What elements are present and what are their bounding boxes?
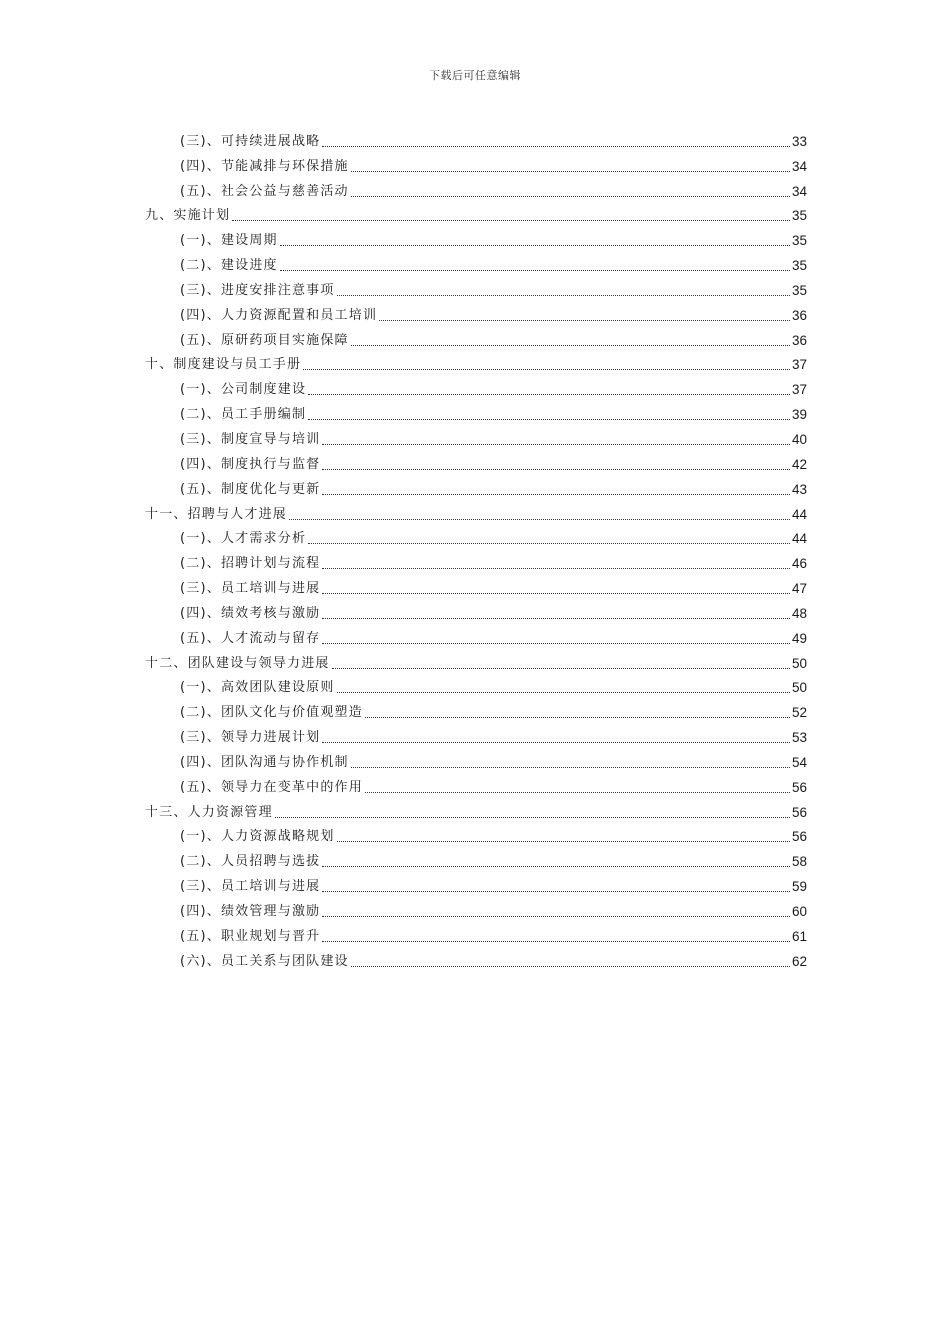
toc-entry-page-number: 35: [791, 208, 807, 224]
toc-entry[interactable]: [145, 722, 807, 747]
toc-entry-page-number: 52: [791, 705, 807, 721]
toc-entry[interactable]: [145, 921, 807, 946]
toc-entry-title: (一)、人才需求分析: [180, 531, 307, 547]
toc-dot-leader: [232, 220, 790, 221]
toc-dot-leader: [337, 692, 790, 693]
toc-dot-leader: [322, 146, 790, 147]
toc-dot-leader: [308, 543, 790, 544]
toc-entry-page-number: 40: [791, 431, 807, 447]
toc-entry-title: 十二、团队建设与领导力进展: [145, 655, 330, 671]
toc-entry-title: (三)、员工培训与进展: [180, 879, 321, 895]
toc-entry-title: (二)、招聘计划与流程: [180, 556, 321, 572]
toc-entry-title: 十三、人力资源管理: [145, 804, 273, 820]
toc-entry[interactable]: [145, 399, 807, 424]
toc-entry[interactable]: [145, 424, 807, 449]
toc-dot-leader: [322, 444, 790, 445]
toc-entry[interactable]: [145, 126, 807, 151]
toc-entry-title: (三)、制度宣导与培训: [180, 431, 321, 447]
toc-entry-title: 十、制度建设与员工手册: [145, 357, 302, 373]
toc-entry-page-number: 36: [791, 332, 807, 348]
toc-dot-leader: [379, 320, 790, 321]
toc-dot-leader: [351, 345, 790, 346]
table-of-contents: [145, 126, 807, 971]
toc-entry-page-number: 61: [791, 928, 807, 944]
toc-entry-page-number: 49: [791, 630, 807, 646]
toc-entry[interactable]: [145, 697, 807, 722]
toc-entry-page-number: 35: [791, 233, 807, 249]
toc-entry-title: (五)、原研药项目实施保障: [180, 332, 349, 348]
toc-entry-title: (一)、公司制度建设: [180, 382, 307, 398]
toc-dot-leader: [351, 767, 790, 768]
toc-entry-page-number: 39: [791, 407, 807, 423]
toc-entry-title: (二)、团队文化与价值观塑造: [180, 705, 363, 721]
toc-entry-title: (五)、人才流动与留存: [180, 630, 321, 646]
toc-dot-leader: [322, 742, 790, 743]
toc-dot-leader: [322, 494, 790, 495]
toc-entry[interactable]: [145, 275, 807, 300]
toc-dot-leader: [322, 618, 790, 619]
toc-entry[interactable]: [145, 846, 807, 871]
toc-dot-leader: [322, 916, 790, 917]
toc-entry-title: (四)、绩效考核与激励: [180, 605, 321, 621]
toc-entry[interactable]: [145, 524, 807, 549]
toc-dot-leader: [303, 369, 790, 370]
toc-dot-leader: [365, 792, 790, 793]
toc-entry[interactable]: [145, 747, 807, 772]
toc-entry-page-number: 59: [791, 879, 807, 895]
toc-dot-leader: [322, 593, 790, 594]
toc-entry-page-number: 56: [791, 829, 807, 845]
toc-dot-leader: [351, 196, 790, 197]
toc-entry-title: (二)、人员招聘与选拔: [180, 854, 321, 870]
toc-entry-page-number: 50: [791, 680, 807, 696]
toc-dot-leader: [351, 966, 790, 967]
toc-dot-leader: [351, 171, 790, 172]
toc-entry-page-number: 47: [791, 581, 807, 597]
toc-entry-page-number: 33: [791, 133, 807, 149]
toc-dot-leader: [308, 394, 790, 395]
toc-entry-page-number: 44: [791, 506, 807, 522]
toc-entry-page-number: 34: [791, 183, 807, 199]
toc-entry-title: (一)、高效团队建设原则: [180, 680, 335, 696]
toc-dot-leader: [322, 568, 790, 569]
toc-dot-leader: [322, 469, 790, 470]
toc-entry[interactable]: [145, 300, 807, 325]
toc-entry[interactable]: [145, 673, 807, 698]
toc-entry[interactable]: [145, 225, 807, 250]
toc-entry-page-number: 54: [791, 754, 807, 770]
toc-entry-title: (六)、员工关系与团队建设: [180, 953, 349, 969]
toc-entry[interactable]: [145, 325, 807, 350]
toc-entry-page-number: 34: [791, 158, 807, 174]
toc-entry[interactable]: [145, 946, 807, 971]
toc-entry-page-number: 35: [791, 258, 807, 274]
toc-dot-leader: [337, 295, 790, 296]
toc-entry[interactable]: [145, 623, 807, 648]
toc-entry-title: (五)、职业规划与晋升: [180, 928, 321, 944]
toc-entry-page-number: 43: [791, 481, 807, 497]
toc-entry[interactable]: [145, 499, 807, 524]
toc-dot-leader: [337, 841, 790, 842]
toc-entry[interactable]: [145, 598, 807, 623]
toc-dot-leader: [289, 519, 790, 520]
toc-entry-title: 十一、招聘与人才进展: [145, 506, 288, 522]
toc-entry-title: (一)、人力资源战略规划: [180, 829, 335, 845]
toc-entry[interactable]: [145, 871, 807, 896]
toc-entry-title: (三)、领导力进展计划: [180, 730, 321, 746]
toc-entry[interactable]: [145, 151, 807, 176]
toc-dot-leader: [322, 891, 790, 892]
toc-dot-leader: [308, 419, 790, 420]
toc-dot-leader: [322, 643, 790, 644]
toc-entry-page-number: 53: [791, 730, 807, 746]
toc-dot-leader: [322, 866, 790, 867]
toc-dot-leader: [280, 245, 790, 246]
toc-entry[interactable]: [145, 474, 807, 499]
toc-dot-leader: [332, 668, 790, 669]
toc-entry[interactable]: [145, 449, 807, 474]
toc-entry-title: (二)、建设进度: [180, 258, 278, 274]
toc-entry-title: (四)、节能减排与环保措施: [180, 158, 349, 174]
page-header: 下载后可任意编辑: [429, 69, 521, 82]
toc-entry-page-number: 36: [791, 307, 807, 323]
toc-entry-title: (五)、领导力在变革中的作用: [180, 779, 363, 795]
toc-entry[interactable]: [145, 250, 807, 275]
toc-entry[interactable]: [145, 573, 807, 598]
toc-entry-page-number: 62: [791, 953, 807, 969]
toc-entry-title: (三)、进度安排注意事项: [180, 282, 335, 298]
toc-entry-page-number: 46: [791, 556, 807, 572]
toc-entry-page-number: 48: [791, 605, 807, 621]
toc-entry[interactable]: [145, 548, 807, 573]
toc-entry[interactable]: [145, 648, 807, 673]
toc-entry-title: (三)、可持续进展战略: [180, 133, 321, 149]
toc-entry-page-number: 50: [791, 655, 807, 671]
toc-entry-title: (五)、制度优化与更新: [180, 481, 321, 497]
toc-entry[interactable]: [145, 201, 807, 226]
toc-entry-title: (四)、人力资源配置和员工培训: [180, 307, 378, 323]
toc-dot-leader: [275, 817, 790, 818]
toc-entry-page-number: 58: [791, 854, 807, 870]
toc-entry-page-number: 56: [791, 804, 807, 820]
toc-entry[interactable]: [145, 374, 807, 399]
toc-entry-page-number: 37: [791, 357, 807, 373]
toc-dot-leader: [280, 270, 790, 271]
toc-entry-title: (五)、社会公益与慈善活动: [180, 183, 349, 199]
toc-entry-page-number: 44: [791, 531, 807, 547]
toc-entry[interactable]: [145, 896, 807, 921]
toc-entry-page-number: 60: [791, 904, 807, 919]
toc-entry[interactable]: [145, 822, 807, 847]
toc-entry[interactable]: [145, 772, 807, 797]
toc-entry-title: (三)、员工培训与进展: [180, 581, 321, 597]
toc-entry-page-number: 56: [791, 779, 807, 795]
toc-entry[interactable]: [145, 350, 807, 375]
toc-entry-title: (四)、制度执行与监督: [180, 456, 321, 472]
toc-entry[interactable]: [145, 797, 807, 822]
toc-entry-title: (四)、绩效管理与激励: [180, 904, 321, 919]
toc-entry-title: (四)、团队沟通与协作机制: [180, 754, 349, 770]
toc-entry-title: 九、实施计划: [145, 208, 231, 224]
toc-entry-title: (二)、员工手册编制: [180, 407, 307, 423]
toc-entry-page-number: 37: [791, 382, 807, 398]
toc-dot-leader: [365, 717, 790, 718]
toc-entry-page-number: 35: [791, 282, 807, 298]
toc-dot-leader: [322, 941, 790, 942]
toc-entry[interactable]: [145, 176, 807, 201]
toc-entry-page-number: 42: [791, 456, 807, 472]
toc-entry-title: (一)、建设周期: [180, 233, 278, 249]
